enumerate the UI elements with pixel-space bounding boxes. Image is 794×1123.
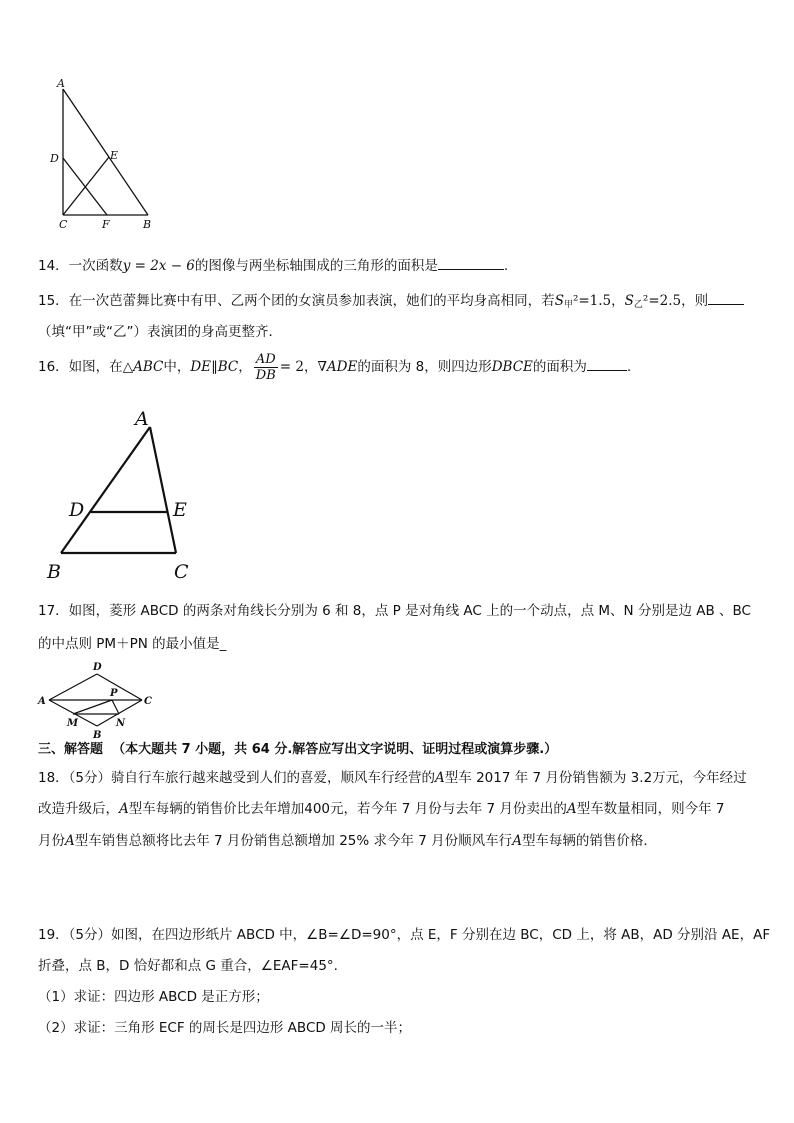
q18-a-1: A: [435, 770, 445, 786]
segment-ab: [61, 427, 150, 553]
segment-pn: [112, 700, 119, 714]
q16-triangle-abc: △ABC: [122, 359, 164, 375]
question-15-line1: [38, 291, 744, 314]
segment-ac: [150, 427, 176, 553]
q15-s-yi-value: ²=2.5，则: [642, 293, 709, 309]
q18-a-2: A: [119, 801, 129, 817]
q16-end: .: [626, 359, 632, 375]
q16-parallel: ∥: [211, 359, 218, 375]
section-3-header: [38, 741, 557, 759]
q16-vade: ∇ADE: [317, 359, 358, 375]
q15-answer-blank[interactable]: [708, 291, 744, 305]
q15-s-yi: S: [624, 293, 634, 309]
figure-triangle-abc: [40, 400, 200, 585]
question-17-line1: 17．如图，菱形 ABCD 的两条对角线长分别为 6 和 8，点 P 是对角线 AC 上的一个动点，点 M、N 分别是边 AB 、BC: [38, 603, 751, 619]
label-e: E: [173, 499, 187, 521]
q18-a-4: A: [65, 833, 75, 849]
segment-pm: [73, 700, 112, 714]
question-19-line2: 折叠，点 B，D 恰好都和点 G 重合，∠EAF=45°.: [38, 958, 338, 974]
label-m: M: [67, 718, 79, 729]
section-3-note: （本大题共 7 小题，共 64 分.解答应写出文字说明、证明过程或演算步骤.）: [112, 742, 558, 757]
q18-line2-c: 型车每辆的销售价比去年增加400元，若今年 7 月份与去年 7 月份卖出的: [128, 801, 567, 817]
label-b: B: [47, 561, 61, 583]
q18-line3-a: 月份: [38, 833, 65, 849]
section-3-title: 三、解答题: [38, 742, 104, 757]
question-19-part2: （2）求证：三角形 ECF 的周长是四边形 ABCD 周长的一半；: [38, 1020, 412, 1036]
question-18-line1: [38, 769, 747, 787]
q15-prefix: 15．在一次芭蕾舞比赛中有甲、乙两个团的女演员参加表演，她们的平均身高相同，若: [38, 293, 555, 309]
question-15-line2: （填“甲”或“乙”）表演团的身高更整齐．: [38, 324, 282, 340]
label-e: E: [110, 149, 119, 162]
label-f: F: [102, 218, 110, 231]
label-a: A: [57, 77, 65, 90]
q16-comma: ，: [238, 359, 252, 375]
label-n: N: [116, 718, 126, 729]
q16-frac-num: AD: [255, 351, 276, 367]
q16-mid3: 的面积为 8，则四边形: [357, 359, 492, 375]
segment-ad: [49, 674, 97, 700]
q16-fraction: [254, 352, 278, 383]
q18-line3-c: 型车销售总额将比去年 7 月份销售总额增加 25% 求今年 7 月份顺风车行: [74, 833, 513, 849]
q18-line2-e: 型车数量相同，则今年 7: [576, 801, 725, 817]
q16-answer-blank[interactable]: [587, 357, 627, 371]
label-p: P: [110, 688, 118, 699]
question-18-line3: [38, 832, 657, 850]
q14-formula: y = 2x − 6: [122, 258, 195, 274]
label-c: C: [59, 218, 68, 231]
segment-ab: [63, 89, 148, 215]
label-d: D: [50, 152, 59, 165]
q16-eq2: = 2: [279, 359, 304, 375]
q16-frac-den: DB: [255, 367, 276, 383]
q14-answer-blank[interactable]: [438, 256, 504, 270]
question-17-line2: 的中点则 PM＋PN 的最小值是_: [38, 636, 227, 652]
q16-mid1: 中，: [163, 359, 191, 375]
label-a: A: [38, 696, 46, 707]
q15-s-jia-value: ²=1.5，: [572, 293, 625, 309]
q16-de: DE: [190, 359, 212, 375]
question-16: [38, 348, 631, 386]
label-b: B: [93, 730, 102, 740]
q15-s-jia-sub: 甲: [563, 300, 573, 310]
label-c: C: [174, 561, 189, 583]
segment-dc: [97, 674, 142, 700]
q14-end: .: [503, 258, 509, 274]
question-14: [38, 256, 508, 275]
q16-suffix: 的面积为: [532, 359, 587, 375]
q18-line2-a: 改造升级后，: [38, 801, 119, 817]
figure-rhombus-abcd: [30, 658, 160, 740]
q18-line1-rest: 型车 2017 年 7 月份销售额为 3.2万元，今年经过: [444, 770, 747, 786]
q16-prefix: 16．如图，在: [38, 359, 123, 375]
q18-line1-text: 18．（5分）骑自行车旅行越来越受到人们的喜爱，顺风车行经营的: [38, 770, 436, 786]
figure-triangle-acb: [40, 72, 170, 237]
label-a: A: [135, 408, 149, 430]
question-18-line2: [38, 800, 725, 818]
q15-s-yi-sub: 乙: [633, 300, 643, 310]
segment-ce: [63, 157, 109, 215]
q18-a-3: A: [566, 801, 577, 817]
q18-a-5: A: [512, 833, 522, 849]
q16-mid2: ，: [303, 359, 318, 375]
question-19-part1: （1）求证：四边形 ABCD 是正方形；: [38, 989, 269, 1005]
q18-line3-e: 型车每辆的销售价格．: [521, 833, 657, 849]
q16-bc: BC: [217, 359, 239, 375]
label-d: D: [93, 662, 102, 673]
label-b: B: [143, 218, 152, 231]
q15-s-jia: S: [554, 293, 564, 309]
q16-dbce: DBCE: [491, 359, 533, 375]
question-19-line1: 19．（5分）如图，在四边形纸片 ABCD 中，∠B=∠D=90°，点 E，F 分别在边 BC，CD 上，将 AB，AD 分别沿 AE，AF: [38, 927, 771, 943]
q14-prefix: 14．一次函数: [38, 258, 123, 274]
q14-suffix: 的图像与两坐标轴围成的三角形的面积是: [194, 258, 438, 274]
label-c: C: [144, 696, 152, 707]
label-d: D: [69, 499, 85, 521]
